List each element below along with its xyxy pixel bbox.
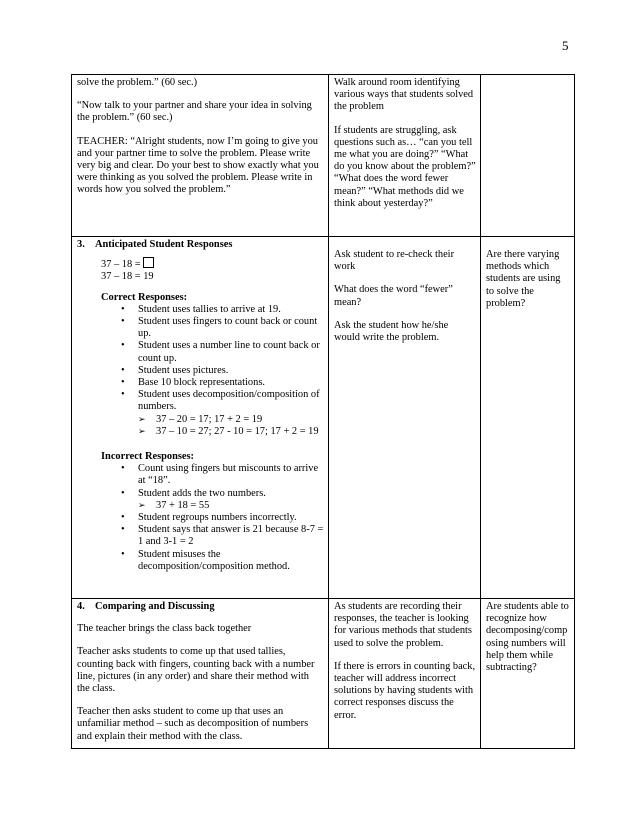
list-item: • Count using fingers but miscounts to arrive at “18”. — [138, 463, 324, 487]
list-item: ➢ 37 – 20 = 17; 17 + 2 = 19 — [156, 414, 324, 426]
list-item: • Student uses tallies to arrive at 19. — [138, 304, 324, 316]
blank-box — [143, 257, 154, 268]
incorrect-responses-list — [77, 463, 324, 573]
teacher-actions-cell — [329, 237, 481, 599]
correct-responses-list — [77, 304, 324, 438]
list-item: • Base 10 block representations. — [138, 377, 324, 389]
paragraph: Teacher then asks student to come up that uses an unfamiliar method – such as decomposition of numbers and explain their method with the class. — [77, 706, 309, 742]
section-heading: 3. Anticipated Student Responses — [77, 239, 233, 250]
list-item: ➢ 37 + 18 = 55 — [156, 500, 324, 512]
incorrect-responses-heading: Incorrect Responses: — [101, 451, 195, 463]
list-item: • Student uses decomposition/composition of numbers. ➢ 37 – 20 = 17; 17 + 2 = 19 ➢ 37 – 10 = 27; 27 - 10 = 17; 17 + 2 = 19 — [138, 389, 324, 438]
procedure-cell — [72, 599, 329, 749]
paragraph: “Now talk to your partner and share your idea in solving the problem.” (60 sec.) — [77, 100, 312, 124]
list-item: • Student uses fingers to count back or count up. — [138, 316, 324, 340]
paragraph: If there is errors in counting back, teacher will address incorrect solutions by having students with correct responses discuss the error. — [334, 660, 476, 721]
paragraph: As students are recording their responses, the teacher is looking for various methods that students used to solve the problem. — [334, 601, 472, 649]
list-item: • Student says that answer is 21 because 8-7 = 1 and 3-1 = 2 — [138, 524, 324, 548]
teacher-actions-cell — [329, 599, 481, 749]
list-item: • Student uses pictures. — [138, 365, 324, 377]
list-item: • Student regroups numbers incorrectly. — [138, 512, 324, 524]
page-number: 5 — [562, 38, 569, 53]
teacher-actions-cell — [329, 75, 481, 237]
paragraph: What does the word “fewer” mean? — [334, 284, 453, 308]
equation: 37 – 18 = 19 — [101, 271, 154, 283]
paragraph: Are there varying methods which students are using to solve the problem? — [486, 249, 561, 309]
list-item: • Student uses a number line to count back or count up. — [138, 340, 324, 364]
equation: 37 – 18 = — [101, 257, 324, 271]
section-heading: 4. Comparing and Discussing — [77, 601, 215, 612]
correct-responses-heading: Correct Responses: — [101, 291, 188, 303]
paragraph: TEACHER: “Alright students, now I’m going to give you and your partner time to solve the problem. Please write very big and clear. Do your best to show exactly what you were thinking as you solved the problem. Please write in words how you solved the problem.” — [77, 135, 319, 196]
decomposition-list — [138, 414, 324, 438]
assessment-cell — [481, 599, 575, 749]
paragraph: Walk around room identifying various ways that students solved the problem — [334, 77, 474, 113]
table-row — [72, 237, 575, 599]
list-item: ➢ 37 – 10 = 27; 27 - 10 = 17; 17 + 2 = 19 — [156, 426, 324, 438]
paragraph: Teacher asks students to come up that used tallies, counting back with fingers, counting back with a number line, pictures (in any order) and share their method with the class. — [77, 646, 315, 695]
paragraph: If students are struggling, ask questions such as… “can you tell me what you are doing?” “What do you know about the problem?” “What does the word fewer mean?” “What methods did we think about yesterday?” — [334, 124, 476, 209]
assessment-cell — [481, 237, 575, 599]
paragraph: solve the problem.” (60 sec.) — [77, 77, 198, 88]
procedure-cell — [72, 237, 329, 599]
paragraph: The teacher brings the class back together — [77, 623, 252, 635]
list-item: • Student adds the two numbers. ➢ 37 + 18 = 55 — [138, 488, 324, 512]
table-row — [72, 599, 575, 749]
assessment-cell — [481, 75, 575, 237]
addition-list — [138, 500, 324, 512]
table-row — [72, 75, 575, 237]
paragraph: Ask the student how he/she would write the problem. — [334, 319, 449, 344]
list-item: • Student misuses the decomposition/composition method. — [138, 549, 324, 573]
procedure-cell — [72, 75, 329, 237]
lesson-plan-table — [71, 74, 575, 749]
paragraph: Ask student to re-check their work — [334, 249, 455, 273]
paragraph: Are students able to recognize how decomposing/comp osing numbers will help them while subtracting? — [486, 601, 569, 674]
